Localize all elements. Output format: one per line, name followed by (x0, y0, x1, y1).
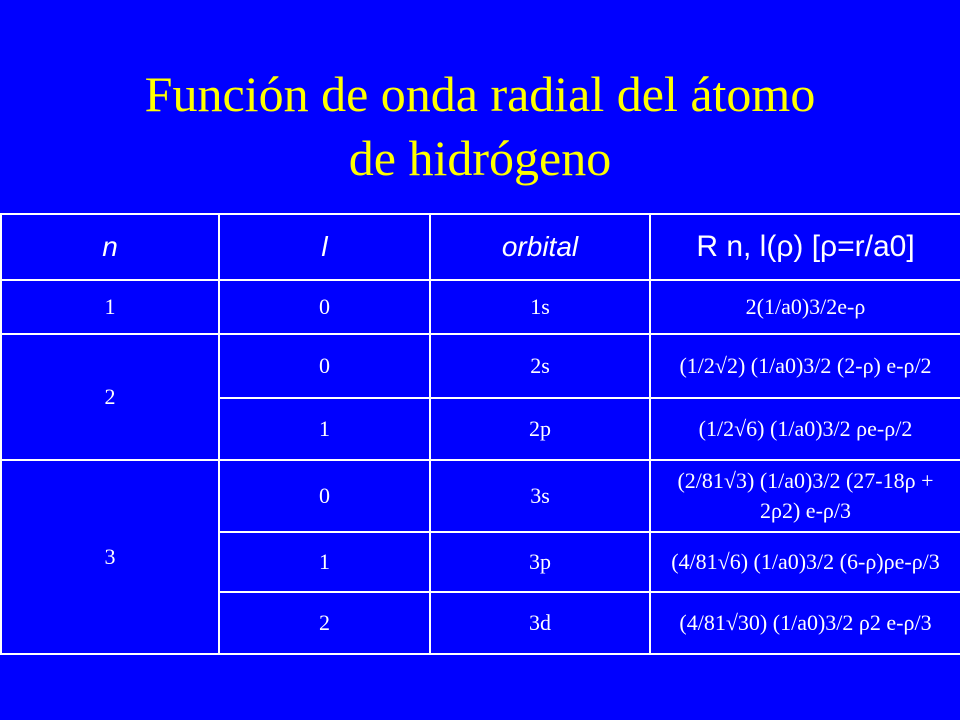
cell-l: 2 (219, 592, 430, 654)
cell-n: 1 (1, 280, 219, 334)
cell-orbital: 1s (430, 280, 650, 334)
cell-l: 0 (219, 334, 430, 398)
cell-orbital: 2s (430, 334, 650, 398)
cell-formula: (4/81√6) (1/a0)3/2 (6-ρ)ρe-ρ/3 (650, 532, 960, 592)
cell-l: 0 (219, 460, 430, 532)
header-n: n (1, 214, 219, 280)
table-row (1, 280, 960, 334)
slide-title-line-2: de hidrógeno (348, 130, 612, 186)
table-row (1, 334, 960, 398)
cell-n: 3 (1, 460, 219, 654)
slide-title-line-1: Función de onda radial del átomo (144, 66, 816, 122)
cell-l: 1 (219, 532, 430, 592)
cell-orbital: 3p (430, 532, 650, 592)
header-r-function: R n, l(ρ) [ρ=r/a0] (650, 214, 960, 280)
cell-orbital: 3s (430, 460, 650, 532)
table-row (1, 460, 960, 532)
cell-formula: 2(1/a0)3/2e-ρ (650, 280, 960, 334)
slide-title (0, 62, 960, 190)
cell-l: 1 (219, 398, 430, 460)
cell-orbital: 3d (430, 592, 650, 654)
cell-l: 0 (219, 280, 430, 334)
cell-formula: (1/2√6) (1/a0)3/2 ρe-ρ/2 (650, 398, 960, 460)
header-row (1, 214, 960, 280)
cell-formula: (4/81√30) (1/a0)3/2 ρ2 e-ρ/3 (650, 592, 960, 654)
cell-formula: (2/81√3) (1/a0)3/2 (27-18ρ + 2ρ2) e-ρ/3 (650, 460, 960, 532)
cell-formula: (1/2√2) (1/a0)3/2 (2-ρ) e-ρ/2 (650, 334, 960, 398)
header-l: l (219, 214, 430, 280)
radial-wavefunction-table (0, 213, 960, 655)
cell-orbital: 2p (430, 398, 650, 460)
header-orbital: orbital (430, 214, 650, 280)
cell-n: 2 (1, 334, 219, 460)
